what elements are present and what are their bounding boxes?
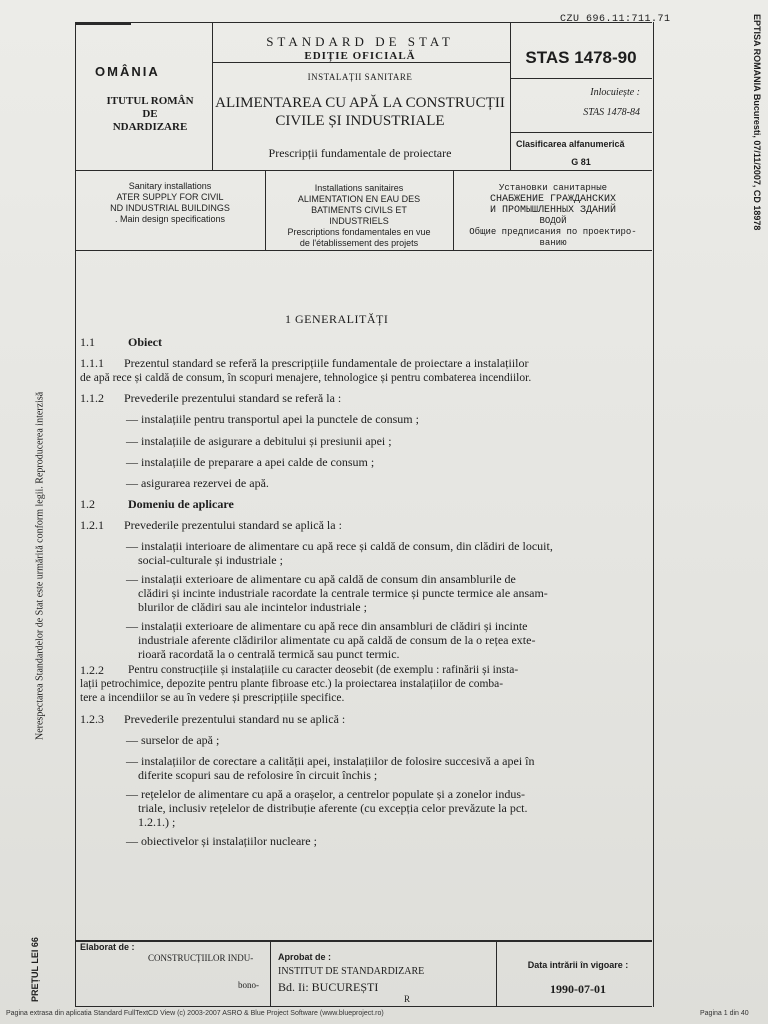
classification-code: G 81 (571, 157, 591, 167)
english-title (76, 181, 264, 225)
list-item: — instalațiile de preparare a apei calde de consum ; (126, 455, 375, 469)
clause-number: 1.2.1 (80, 518, 104, 532)
translation-line: Sanitary installations (128, 181, 212, 191)
clause-text: tere a incendiilor se au în vedere și prescripțiile specifice. (80, 692, 345, 704)
elaborated-fragment: bono- (238, 980, 259, 990)
elaborated-value: CONSTRUCȚIILOR INDU- (148, 953, 254, 963)
footer-bottom-rule (75, 1006, 652, 1007)
translation-line: Prescriptions fondamentales en vue (287, 227, 431, 237)
list-item: — instalațiilor de corectare a calității apei, instalațiilor de folosire succesivă a apei în (126, 754, 535, 768)
clause-number: 1.2 (80, 497, 95, 511)
edition-rule (212, 62, 510, 63)
list-item-continuation: rioară racordată la o centrală termică sau punct termic. (138, 647, 400, 661)
clause-heading: Obiect (128, 335, 162, 349)
country-name: OMÂNIA (95, 64, 160, 79)
list-item: — instalații exterioare de alimentare cu apă caldă de consum din ansamblurile de (126, 572, 516, 586)
list-item: — rețelelor de alimentare cu apă a orașelor, a centrelor populate și a zonelor indus- (126, 787, 526, 801)
edition-label: EDIȚIE OFICIALĂ (304, 50, 416, 62)
footer-divider-1 (270, 940, 271, 1007)
translation-line: ATER SUPPLY FOR CIVIL (116, 192, 224, 202)
stas-box-rule (510, 78, 652, 79)
institute-line: ITUTUL ROMÂN (106, 95, 194, 107)
elaborated-label: Elaborat de : (80, 942, 135, 952)
header-divider-left (212, 22, 213, 170)
clause-number: 1.2.2 (80, 663, 104, 677)
translation-line: ванию (539, 238, 567, 248)
replaces-block (516, 83, 646, 123)
list-item: — instalații interioare de alimentare cu apă rece și caldă de consum, din clădiri de locuit, (126, 539, 553, 553)
header-bottom-rule (75, 170, 652, 171)
list-item-continuation: industriale aferente clădirilor alimentate cu apă caldă de consum de la o rețea exte- (138, 633, 536, 647)
translation-line: ND INDUSTRIAL BUILDINGS (110, 203, 230, 213)
translation-line: ВОДОЙ (539, 216, 567, 226)
frame-corner-mark (75, 22, 131, 25)
footer-divider-2 (496, 940, 497, 1007)
list-item-continuation: social-culturale și industriale ; (138, 553, 283, 567)
translation-line: . Main design specifications (114, 214, 226, 224)
footer-top-rule (75, 940, 652, 942)
list-item-continuation: blurilor de clădiri sau ale incintelor industriale ; (138, 600, 367, 614)
list-item: — instalațiile de asigurare a debitului și presiunii apei ; (126, 434, 392, 448)
clause-text: de apă rece și caldă de consum, în scopuri menajere, tehnologice și pentru combaterea incendiilor. (80, 372, 532, 384)
list-item-continuation: triale, inclusiv rețelelor de distribuție aferente (cu excepția celor prevăzute la pct. (138, 801, 528, 815)
translation-line: BATIMENTS CIVILS ET (311, 205, 407, 215)
institute-line: DE (142, 108, 158, 120)
institute-name (95, 95, 205, 134)
clause-number: 1.1.1 (80, 356, 104, 370)
clause-text: Prezentul standard se referă la prescripțiile fundamentale de proiectare a instalațiilor (124, 356, 529, 370)
list-item: — obiectivelor și instalațiilor nucleare ; (126, 834, 317, 848)
institute-line: NDARDIZARE (112, 121, 188, 133)
price-label: PREȚUL LEI 66 (30, 937, 40, 1002)
list-item: — instalații exterioare de alimentare cu apă rece din ansambluri de clădiri și incinte (126, 619, 528, 633)
distributor-stamp: EPTISA ROMANIA Bucuresti, 07/11/2007, CD 18978 (752, 14, 762, 231)
clause-number: 1.1.2 (80, 391, 104, 405)
french-title (266, 183, 452, 249)
clause-number: 1.1 (80, 335, 95, 349)
translation-line: Общие предписания по проектиро- (469, 227, 637, 237)
category-label: INSTALAȚII SANITARE (307, 72, 413, 82)
document-title (215, 94, 505, 130)
title-line: CIVILE ȘI INDUSTRIALE (275, 113, 445, 129)
czu-code: CZU 696.11:711.71 (560, 14, 671, 25)
effective-date: 1990-07-01 (550, 982, 606, 996)
list-item: — instalațiile pentru transportul apei la punctele de consum ; (126, 412, 419, 426)
title-line: ALIMENTAREA CU APĂ LA CONSTRUCȚII (215, 95, 505, 111)
approved-label: Aprobat de : (278, 952, 331, 962)
replaces-box-rule (510, 132, 652, 133)
replaces-label: Inlocuiește : (590, 87, 640, 98)
clause-heading: Domeniu de aplicare (128, 497, 234, 511)
translation-line: ALIMENTATION EN EAU DES (297, 194, 421, 204)
section-title: 1 GENERALITĂȚI (285, 312, 389, 326)
legal-notice: Nerespectarea Standardelor de Stat este urmărită conform legii. Reproducerea interzisă (34, 391, 46, 740)
standard-label: STANDARD DE STAT (266, 34, 454, 49)
list-item: — asigurarea rezervei de apă. (126, 476, 269, 490)
russian-title (455, 183, 651, 249)
source-note: Pagina extrasa din aplicatia Standard FullTextCD View (c) 2003-2007 ASRO & Blue Project Software (www.blueproject.ro) (6, 1010, 384, 1017)
translation-line: Установки санитарные (498, 183, 608, 193)
clause-text: Prevederile prezentului standard se aplică la : (124, 518, 342, 532)
translation-bottom-rule (75, 250, 652, 251)
classification-label: Clasificarea alfanumerică (516, 139, 625, 149)
page-number: Pagina 1 din 40 (700, 1010, 749, 1017)
list-item-continuation: clădiri și incinte industriale racordate la centrale termice și puncte termice ale ansam- (138, 586, 548, 600)
stas-number: STAS 1478-90 (525, 48, 637, 67)
approved-line: Bd. Ii: BUCUREȘTI (278, 980, 379, 994)
header-divider-right (510, 22, 511, 170)
replaces-value: STAS 1478-84 (583, 107, 640, 118)
list-item-continuation: diferite scopuri sau de refolosire în circuit închis ; (138, 768, 378, 782)
clause-text: Prevederile prezentului standard nu se aplică : (124, 712, 346, 726)
translation-line: de l'établissement des projets (299, 238, 419, 248)
clause-text: Prevederile prezentului standard se referă la : (124, 391, 342, 405)
clause-number: 1.2.3 (80, 712, 104, 726)
translation-line: СНАБЖЕНИЕ ГРАЖДАНСКИХ (489, 194, 617, 205)
translation-divider-2 (453, 170, 454, 250)
translation-line: И ПРОМЫШЛЕННЫХ ЗДАНИЙ (489, 205, 617, 216)
clause-text: lații petrochimice, depozite pentru plante fibroase etc.) la proiectarea instalațiilor de comba- (80, 678, 504, 690)
list-item-continuation: 1.2.1.) ; (138, 815, 176, 829)
approved-fragment: R (404, 994, 411, 1004)
translation-line: Installations sanitaires (314, 183, 404, 193)
document-subtitle: Prescripții fundamentale de proiectare (268, 146, 452, 160)
approved-line: INSTITUT DE STANDARDIZARE (278, 966, 425, 977)
translation-line: INDUSTRIELS (329, 216, 389, 226)
effective-date-label: Data intrării în vigoare : (527, 960, 629, 970)
list-item: — surselor de apă ; (126, 733, 220, 747)
clause-text: Pentru construcțiile și instalațiile cu caracter deosebit (de exemplu : rafinării și insta- (128, 664, 519, 676)
